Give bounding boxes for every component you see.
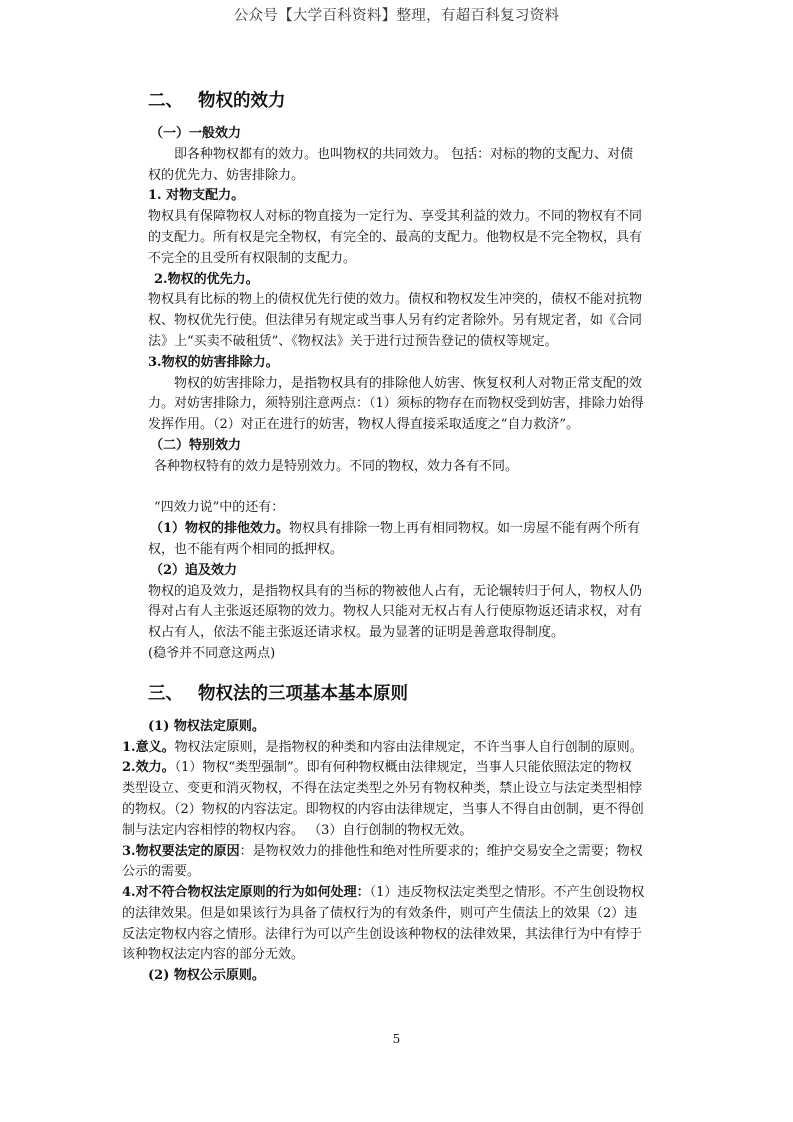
principle-2-heading: (2) 物权公示原则。 — [148, 968, 265, 984]
general-effect-text-2: 权的优先力、妨害排除力。 — [148, 167, 305, 183]
document-body — [122, 88, 678, 987]
effect-label: 2.效力。 — [122, 760, 175, 776]
general-effect-heading: （一）一般效力 — [150, 126, 242, 141]
meaning-line — [122, 738, 678, 759]
pursuit-effect-heading: （2）追及效力 — [150, 562, 238, 578]
effect-text-4: 制与法定内容相悖的物权内容。 （3）自行创制的物权无效。 — [122, 822, 473, 838]
section-3-title: 物权法的三项基本基本原则 — [198, 683, 408, 704]
handling-label: 4.对不符合物权法定原则的行为如何处理： — [122, 885, 370, 901]
four-effects-intro: “四效力说”中的还有： — [154, 500, 285, 516]
handling-line-1 — [122, 883, 678, 904]
exclusion-text-2: 力。对妨害排除力，须特别注意两点：（1）须标的物存在而物权受到妨害，排除力始得 — [148, 396, 644, 412]
section-2-number: 二、 — [148, 91, 183, 111]
handling-text-3: 反法定物权内容之情形。法律行为可以产生创设该种物权的法律效果，其法律行为中有悖于 — [122, 926, 643, 942]
exclusive-effect-heading: （1）物权的排他效力。 — [150, 521, 290, 537]
section-3-number: 三、 — [148, 683, 183, 704]
page-number: 5 — [392, 1032, 401, 1046]
priority-heading: 2.物权的优先力。 — [154, 271, 259, 287]
exclusive-effect-text-2: 权，也不能有两个相同的抵押权。 — [148, 541, 344, 557]
section-3-heading — [148, 681, 678, 707]
dominance-text-1: 物权具有保障物权人对标的物直接为一定行为、享受其利益的效力。不同的物权有不同 — [148, 209, 643, 225]
pursuit-effect-text-3: 权占有人，依法不能主张返还请求权。最为显著的证明是善意取得制度。 — [148, 625, 565, 641]
meaning-label: 1.意义。 — [122, 739, 175, 755]
author-note: (稳爷并不同意这两点) — [148, 645, 276, 661]
dominance-heading: 1. 对物支配力。 — [148, 188, 245, 204]
section-2-heading — [148, 88, 678, 114]
priority-text-1: 物权具有比标的物上的债权优先行使的效力。债权和物权发生冲突的，债权不能对抗物 — [148, 292, 643, 308]
dominance-text-2: 的支配力。所有权是完全物权，有完全的、最高的支配力。他物权是不完全物权，具有 — [148, 229, 643, 245]
watermark-header: 公众号【大学百科资料】整理，有超百科复习资料 — [233, 8, 560, 24]
exclusion-heading: 3.物权的妨害排除力。 — [148, 354, 279, 370]
dominance-text-3: 不完全的且受所有权限制的支配力。 — [148, 250, 357, 266]
reason-line-1 — [122, 842, 678, 863]
priority-text-3: 法》上“买卖不破租赁”、《物权法》关于进行过预告登记的债权等规定。 — [148, 333, 558, 349]
handling-text-4: 该种物权法定内容的部分无效。 — [122, 947, 305, 963]
exclusive-effect-text-1: 物权具有排除一物上再有相同物权。如一房屋不能有两个所有 — [289, 521, 641, 537]
section-2-title: 物权的效力 — [198, 91, 286, 111]
pursuit-effect-text-1: 物权的追及效力，是指物权具有的当标的物被他人占有，无论辗转归于何人，物权人仍 — [148, 583, 643, 599]
handling-text-2: 的法律效果。但是如果该行为具备了债权行为的有效条件，则可产生债法上的效果（2）违 — [122, 905, 638, 921]
exclusive-effect-line-1 — [148, 519, 678, 540]
reason-text-2: 公示的需要。 — [122, 864, 201, 880]
meaning-text: 物权法定原则，是指物权的种类和内容由法律规定，不许当事人自行创制的原则。 — [174, 739, 643, 755]
special-effect-heading: （二）特别效力 — [150, 437, 242, 453]
principle-1-heading: (1) 物权法定原则。 — [148, 718, 265, 734]
general-effect-text-1: 即各种物权都有的效力。也叫物权的共同效力。 包括：对标的物的支配力、对债 — [174, 146, 634, 162]
reason-label: 3.物权要法定的原因 — [122, 843, 240, 859]
pursuit-effect-text-2: 得对占有人主张返还原物的效力。物权人只能对无权占有人行使原物返还请求权，对有 — [148, 604, 643, 620]
special-effect-text: 各种物权特有的效力是特别效力。不同的物权，效力各有不同。 — [154, 458, 519, 474]
exclusion-text-3: 发挥作用。（2）对正在进行的妨害，物权人得直接采取适度之“自力救济”。 — [148, 417, 580, 433]
blank-line — [148, 478, 678, 499]
effect-text-3: 的物权。（2）物权的内容法定。即物权的内容由法律规定，当事人不得自由创制，更不得创 — [122, 801, 644, 817]
reason-text-1: ：是物权效力的排他性和绝对性所要求的；维护交易安全之需要；物权 — [239, 843, 643, 859]
effect-line-1 — [122, 758, 678, 779]
priority-text-2: 权、物权优先行使。但法律另有规定或当事人另有约定者除外。另有规定者，如《合同 — [148, 313, 643, 329]
exclusion-text-1: 物权的妨害排除力，是指物权具有的排除他人妨害、恢复权利人对物正常支配的效 — [174, 375, 643, 391]
effect-text-1: （1）物权“类型强制”。即有何种物权概由法律规定，当事人只能依照法定的物权 — [174, 760, 632, 776]
handling-text-1: （1）违反物权法定类型之情形。不产生创设物权 — [369, 885, 645, 901]
effect-text-2: 类型设立、变更和消灭物权，不得在法定类型之外另有物权种类，禁止设立与法定类型相悖 — [122, 781, 643, 797]
